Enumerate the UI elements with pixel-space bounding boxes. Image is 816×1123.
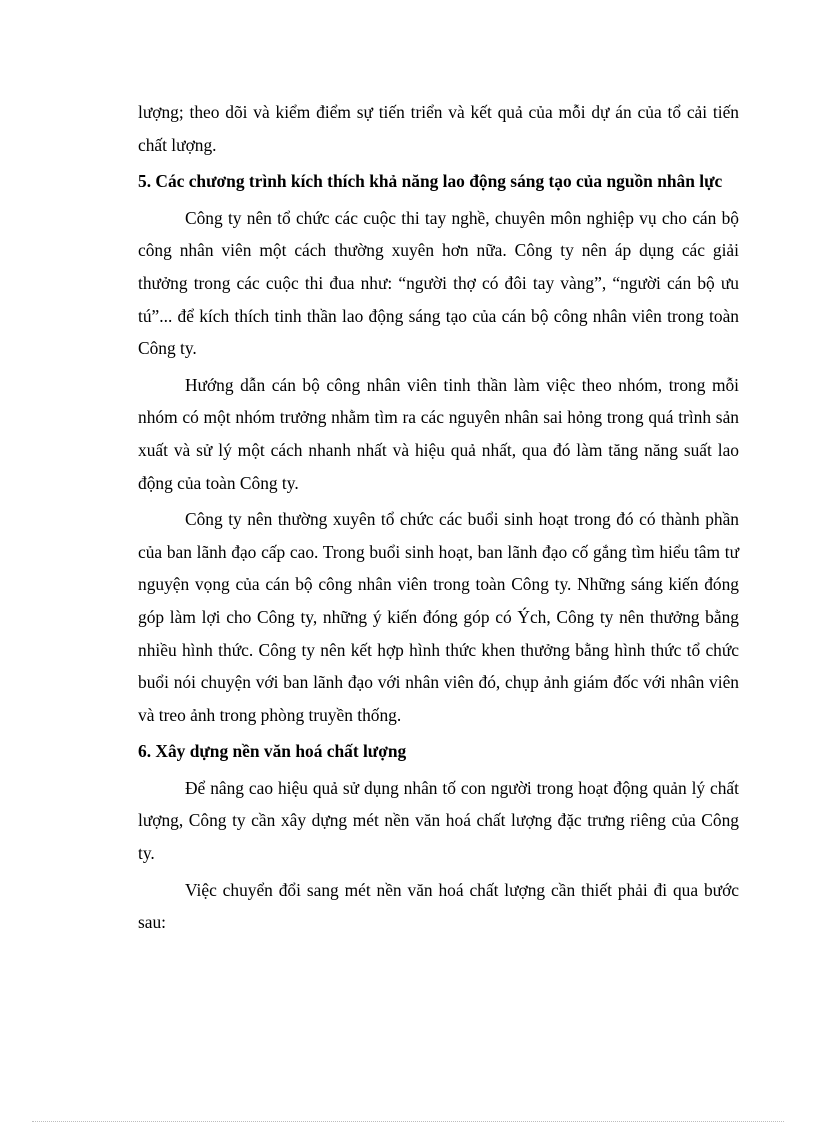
paragraph-competitions: Công ty nên tổ chức các cuộc thi tay nghề, chuyên môn nghiệp vụ cho cán bộ công nhân viên một cách thường xuyên hơn nữa. Công ty nên áp dụng các giải thưởng trong các cuộc thi đua như: “người thợ có đôi tay vàng”, “người cán bộ ưu tú”... để kích thích tinh thần lao động sáng tạo của cán bộ công nhân viên trong toàn Công ty. (138, 207, 739, 359)
paragraph-quality-culture: Để nâng cao hiệu quả sử dụng nhân tố con người trong hoạt động quản lý chất lượng, Công ty cần xây dựng mét nền văn hoá chất lượng đặc trưng riêng của Công ty. (138, 777, 739, 864)
section-heading-5: 5. Các chương trình kích thích khả năng lao động sáng tạo của nguồn nhân lực (138, 171, 723, 192)
paragraph-teamwork: Hướng dẫn cán bộ công nhân viên tinh thần làm việc theo nhóm, trong mỗi nhóm có một nhóm trưởng nhằm tìm ra các nguyên nhân sai hỏng trong quá trình sản xuất và sử lý một cách nhanh nhất và hiệu quả nhất, qua đó làm tăng năng suất lao động của toàn Công ty. (138, 374, 739, 493)
section-heading-6: 6. Xây dựng nền văn hoá chất lượng (138, 741, 407, 762)
paragraph-meetings: Công ty nên thường xuyên tổ chức các buổi sinh hoạt trong đó có thành phần của ban lãnh đạo cấp cao. Trong buổi sinh hoạt, ban lãnh đạo cố gắng tìm hiểu tâm tư nguyện vọng của cán bộ công nhân viên trong toàn Công ty. Những sáng kiến đóng góp làm lợi cho Công ty, những ý kiến đóng góp có Ých, Công ty nên thưởng bằng nhiều hình thức. Công ty nên kết hợp hình thức khen thưởng bằng hình thức tổ chức buổi nói chuyện với ban lãnh đạo với nhân viên đó, chụp ảnh giám đốc với nhân viên và treo ảnh trong phòng truyền thống. (138, 509, 739, 725)
paragraph-continuation: lượng; theo dõi và kiểm điểm sự tiến triển và kết quả của mỗi dự án của tổ cải tiến chất lượng. (138, 102, 739, 155)
paragraph-transition: Việc chuyển đổi sang mét nền văn hoá chất lượng cần thiết phải đi qua bước sau: (138, 879, 739, 933)
page-bottom-rule (32, 1121, 784, 1122)
document-page (138, 96, 739, 943)
